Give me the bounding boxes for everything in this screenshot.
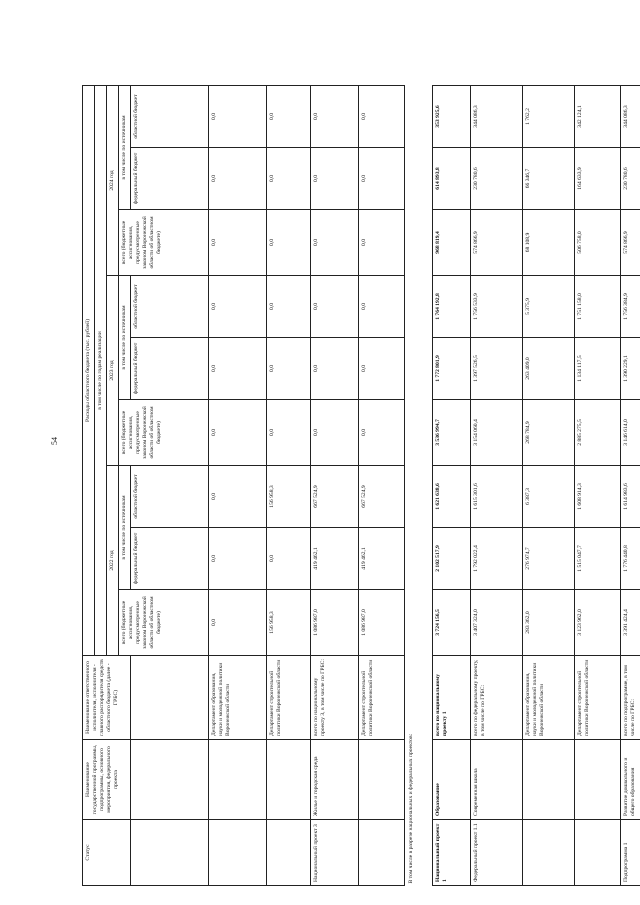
- header-name: Наименование государственной программы, подпрограммы, основного мероприятия, федерального проекта: [83, 740, 131, 820]
- header-status: Статус: [83, 820, 131, 886]
- cell-value: 164 633,9: [574, 148, 620, 210]
- cell-name: [574, 740, 620, 820]
- cell-value: 0,0: [266, 276, 310, 338]
- cell-value: 342 124,1: [574, 86, 620, 148]
- cell-value: 0,0: [358, 338, 404, 400]
- table-row: [208, 86, 266, 886]
- header-blank-status: [130, 820, 208, 886]
- cell-value: 1 086 987,0: [358, 590, 404, 656]
- cell-value: 0,0: [266, 338, 310, 400]
- cell-value: 0,0: [208, 466, 266, 528]
- cell-value: 230 780,6: [620, 148, 640, 210]
- table-row: [432, 86, 470, 886]
- header-blank-name: [130, 740, 208, 820]
- cell-value: 66 346,7: [522, 148, 574, 210]
- cell-value: 353 925,6: [432, 86, 470, 148]
- cell-responsible: Департамент образования, науки и молодежной политики Воронежской области: [522, 656, 574, 740]
- cell-status: [208, 820, 266, 886]
- cell-status: Федеральный проект 1.1: [470, 820, 522, 886]
- header-total-2022: всего (бюджетные ассигнования, предусмотренные законом Воронежской области об областном бюджете): [118, 590, 208, 656]
- cell-name: Жилье и городская среда: [310, 740, 358, 820]
- cell-responsible: Департамент образования, науки и молодежной политики Воронежской области: [208, 656, 266, 740]
- cell-value: 1 762,2: [522, 86, 574, 148]
- budget-table: [82, 85, 640, 886]
- cell-value: 0,0: [358, 276, 404, 338]
- header-year-2024: 2024 год: [106, 86, 118, 276]
- cell-value: 0,0: [358, 210, 404, 276]
- cell-value: 0,0: [266, 400, 310, 466]
- cell-value: 0,0: [208, 86, 266, 148]
- rotated-table-wrapper: [82, 26, 636, 886]
- section-note: В том числе в разрезе национальных и федеральных проектов:: [404, 86, 432, 886]
- cell-value: 1 751 158,0: [574, 276, 620, 338]
- cell-value: 3 146 614,0: [620, 400, 640, 466]
- cell-value: 0,0: [266, 210, 310, 276]
- header-sources-2024: в том числе по источникам: [118, 86, 130, 210]
- cell-responsible: всего по национальному проекту 3, в том числе по ГРБС:: [310, 656, 358, 740]
- table-row: [266, 86, 310, 886]
- cell-name: Современная школа: [470, 740, 522, 820]
- cell-value: 574 866,9: [470, 210, 522, 276]
- cell-value: 0,0: [310, 86, 358, 148]
- cell-status: [358, 820, 404, 886]
- cell-value: 0,0: [208, 338, 266, 400]
- cell-value: 1 608 914,3: [574, 466, 620, 528]
- header-regional-2024: областной бюджет: [130, 86, 208, 148]
- cell-value: 0,0: [208, 276, 266, 338]
- cell-responsible: всего по федеральному проекту, в том числе по ГРБС:: [470, 656, 522, 740]
- cell-value: 3 724 156,5: [432, 590, 470, 656]
- cell-name: [208, 740, 266, 820]
- cell-value: 6 387,3: [522, 466, 574, 528]
- header-blank-resp: [130, 656, 208, 740]
- cell-value: 0,0: [310, 400, 358, 466]
- table-row: [470, 86, 522, 886]
- cell-value: 0,0: [358, 400, 404, 466]
- cell-value: 419 462,1: [358, 528, 404, 590]
- header-federal-2022: федеральный бюджет: [130, 528, 208, 590]
- cell-value: 230 780,6: [470, 148, 522, 210]
- cell-responsible: Департамент строительной политики Воронежской области: [266, 656, 310, 740]
- cell-status: Национальный проект 1: [432, 820, 470, 886]
- cell-status: Национальный проект 3: [310, 820, 358, 886]
- cell-value: 667 524,9: [310, 466, 358, 528]
- header-sources-2023: в том числе по источникам: [118, 276, 130, 400]
- cell-value: 156 958,3: [266, 466, 310, 528]
- table-row: [522, 86, 574, 886]
- cell-value: 0,0: [310, 148, 358, 210]
- cell-value: 0,0: [310, 276, 358, 338]
- header-federal-2024: федеральный бюджет: [130, 148, 208, 210]
- cell-value: 506 758,0: [574, 210, 620, 276]
- cell-status: [266, 820, 310, 886]
- table-row: [574, 86, 620, 886]
- cell-value: 5 375,9: [522, 276, 574, 338]
- cell-responsible: всего по подпрограмме, в том числе по ГРБС:: [620, 656, 640, 740]
- header-year-2022: 2022 год: [106, 466, 118, 656]
- cell-value: 3 407 324,0: [470, 590, 522, 656]
- cell-value: 2 102 517,9: [432, 528, 470, 590]
- cell-value: 156 958,3: [266, 590, 310, 656]
- cell-value: 344 086,3: [620, 86, 640, 148]
- header-sources-2022: в том числе по источникам: [118, 466, 130, 590]
- cell-value: 0,0: [266, 148, 310, 210]
- cell-value: 0,0: [208, 210, 266, 276]
- page-number: 54: [50, 437, 59, 445]
- cell-value: 1 756 384,9: [620, 276, 640, 338]
- table-row: [358, 86, 404, 886]
- cell-value: 0,0: [358, 86, 404, 148]
- cell-status: Подпрограмма 1: [620, 820, 640, 886]
- cell-value: 574 866,9: [620, 210, 640, 276]
- header-total-2024: всего (бюджетные ассигнования, предусмотренные законом Воронежской области об областном бюджете): [118, 210, 208, 276]
- cell-name: Развитие дошкольного и общего образования: [620, 740, 640, 820]
- cell-value: 0,0: [310, 338, 358, 400]
- cell-value: 263 409,0: [522, 338, 574, 400]
- cell-value: 1 086 987,0: [310, 590, 358, 656]
- header-responsible: Наименование ответственного исполнителя, исполнителя - главного распорядителя средств областного бюджета (далее - ГРБС): [83, 656, 131, 740]
- cell-value: 614 893,8: [432, 148, 470, 210]
- cell-value: 3 536 994,7: [432, 400, 470, 466]
- cell-value: 276 974,7: [522, 528, 574, 590]
- cell-value: 1 614 983,6: [620, 466, 640, 528]
- header-federal-2023: федеральный бюджет: [130, 338, 208, 400]
- cell-value: 0,0: [358, 148, 404, 210]
- cell-responsible: всего по национальному проекту 1: [432, 656, 470, 740]
- cell-responsible: Департамент строительной политики Воронежской области: [358, 656, 404, 740]
- header-by-years: в том числе по годам реализации: [95, 86, 107, 656]
- cell-value: 1 390 229,1: [620, 338, 640, 400]
- table-row: [310, 86, 358, 886]
- cell-value: 344 086,3: [470, 86, 522, 148]
- cell-value: 0,0: [266, 86, 310, 148]
- cell-status: [522, 820, 574, 886]
- cell-value: 1 792 022,4: [470, 528, 522, 590]
- header-total-2023: всего (бюджетные ассигнования, предусмотренные законом Воронежской области об областном бюджете): [118, 400, 208, 466]
- cell-value: 1 756 533,9: [470, 276, 522, 338]
- cell-value: 667 524,9: [358, 466, 404, 528]
- header-regional-2023: областной бюджет: [130, 276, 208, 338]
- cell-name: Образование: [432, 740, 470, 820]
- header-expenses: Расходы областного бюджета (тыс. рублей): [83, 86, 95, 656]
- cell-value: 68 108,9: [522, 210, 574, 276]
- cell-value: 2 885 275,5: [574, 400, 620, 466]
- cell-value: 0,0: [208, 590, 266, 656]
- cell-value: 1 621 638,6: [432, 466, 470, 528]
- cell-value: 419 462,1: [310, 528, 358, 590]
- table-row: [620, 86, 640, 886]
- cell-value: 1 615 301,6: [470, 466, 522, 528]
- header-regional-2022: областной бюджет: [130, 466, 208, 528]
- cell-value: 0,0: [310, 210, 358, 276]
- cell-value: 0,0: [208, 528, 266, 590]
- cell-value: 3 154 060,4: [470, 400, 522, 466]
- cell-value: 0,0: [266, 528, 310, 590]
- cell-value: 3 123 962,0: [574, 590, 620, 656]
- cell-value: 3 391 424,4: [620, 590, 640, 656]
- cell-name: [522, 740, 574, 820]
- cell-value: 268 784,9: [522, 400, 574, 466]
- cell-value: 1 772 801,9: [432, 338, 470, 400]
- cell-value: 283 362,0: [522, 590, 574, 656]
- cell-value: 968 819,4: [432, 210, 470, 276]
- cell-status: [574, 820, 620, 886]
- cell-value: 0,0: [208, 148, 266, 210]
- cell-responsible: Департамент строительной политики Воронежской области: [574, 656, 620, 740]
- cell-value: 1 515 047,7: [574, 528, 620, 590]
- cell-value: 1 764 192,8: [432, 276, 470, 338]
- cell-value: 1 776 440,8: [620, 528, 640, 590]
- cell-value: 1 134 117,5: [574, 338, 620, 400]
- header-year-2023: 2023 год: [106, 276, 118, 466]
- cell-value: 0,0: [208, 400, 266, 466]
- cell-name: [358, 740, 404, 820]
- cell-value: 1 397 526,5: [470, 338, 522, 400]
- cell-name: [266, 740, 310, 820]
